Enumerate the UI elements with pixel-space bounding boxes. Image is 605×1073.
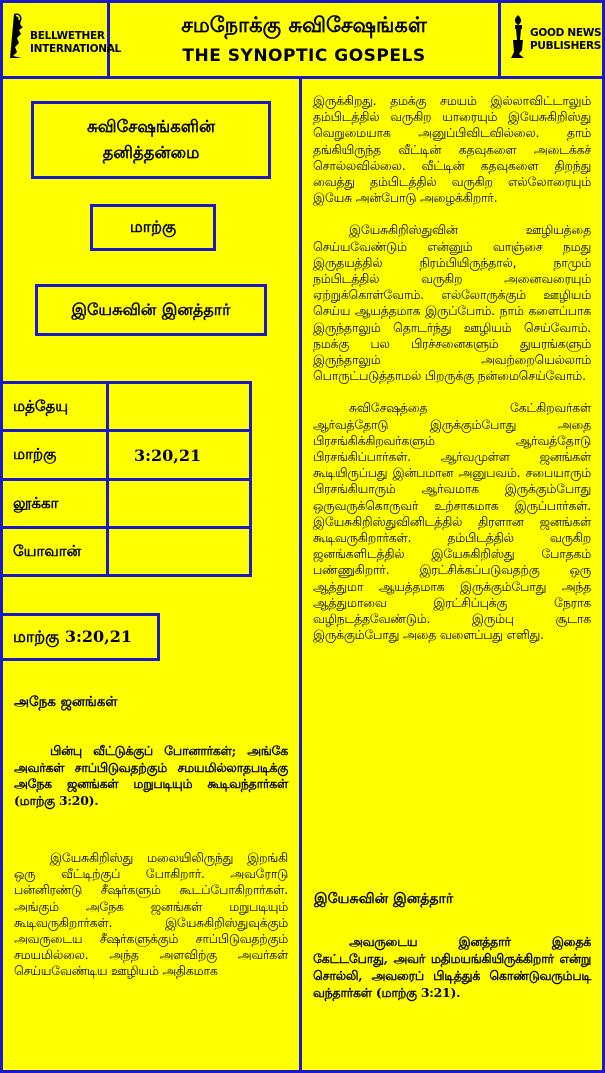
left-logo-line1: BELLWETHER: [30, 30, 105, 42]
heading-box-relatives: [35, 284, 267, 336]
left-quote: [14, 743, 288, 809]
bellwether-logo: [8, 12, 121, 60]
table-cell-ref: 3:20,21: [134, 445, 202, 465]
table-cell-book: மத்தேயு: [13, 396, 69, 415]
header-title-box: [107, 0, 501, 79]
right-paragraph-1: இருக்கிறது. தமக்கு சமயம் இல்லாவிட்டாலும் தம்பிடத்தில் வருகிற யாரையும் இயேசுகிறிஸ்து வெறுமையாக அனுப்பிவிடவில்லை. தாம் தங்கியிருந்த வீட்டின் கதவுகளை அடைக்கச் சொல்லவில்லை. வீட்டின் கதவுகளை திறந்து வைத்து தம்பிடத்தில் வருகிற எல்லோரையும் இயேசு அன்போடு அழைக்கிறார்.: [313, 93, 591, 206]
right-paragraph-3: சுவிசேஷத்தை கேட்கிறவர்கள் ஆர்வத்தோடு இருக்கும்போது அதை பிரசங்கிக்கிறவர்களும் ஆர்வத்தோடு பிரசங்கிப்பார்கள். ஆர்வமுள்ள ஜனங்கள் கூடியிருப்பது இன்பமான அனுபவம். சபையாரும் பிரசங்கியாரும் ஆர்வமாக இருக்கும்போது ஒருவருக்கொருவர் உற்சாகமாக இருப்பார்கள். இயேசுகிறிஸ்துவினிடத்தில் திரளான ஜனங்கள் கூடிவருகிறார்கள். தம்பிடத்தில் வருகிற ஜனங்களிடத்தில் இயேசுகிறிஸ்து போதகம் பண்ணுகிறார். இரட்சிக்கப்படுவதற்கு ஒரு ஆத்துமா ஆயத்தமாக இருக்கும்போது அந்த ஆத்துமாவை இரட்சிப்புக்கு நேராக வழிநடத்தவேண்டும். இரும்பு சூடாக இருக்கும்போது அதை வளைப்பது எளிது.: [313, 400, 591, 643]
table-cell-book: லூக்கா: [13, 493, 59, 512]
right-paragraph-2: இயேசுகிறிஸ்துவின் ஊழியத்தை செய்யவேண்டும் என்னும் வாஞ்சை நமது இருதயத்தில் நிரம்பியிருந்தால், நாமும் நம்பிடத்தில் வருகிற அனைவரையும் ஏற்றுக்கொள்வோம். எல்லோருக்கும் ஊழியம் செய்ய ஆயத்தமாக இருப்போம். நாம் களைப்பாக இருந்தாலும் தொடர்ந்து ஊழியம் செய்வோம். நமக்கு பல பிரச்சனைகளும் துயரங்களும் இருந்தாலும் அவற்றையெல்லாம் பொருட்படுத்தாமல் பிறருக்கு நன்மைசெய்வோம்.: [313, 222, 591, 384]
scripture-reference: மாற்கு 3:20,21: [13, 626, 132, 646]
left-section-title: அநேக ஜனங்கள்: [14, 694, 118, 710]
left-logo-line2: INTERNATIONAL: [30, 43, 121, 55]
right-body: [313, 93, 591, 644]
table-cell-ref: [134, 529, 244, 574]
good-news-logo: [508, 14, 601, 60]
table-cell-book: மாற்கு: [13, 445, 57, 463]
heading-box-mark: [90, 204, 216, 251]
left-quote-text: பின்பு வீட்டுக்குப் போனார்கள்; அங்கே அவர்கள் சாப்பிடுவதற்கும் சமயமில்லாதபடிக்கு அநேக ஜனங்கள் மறுபடியும் கூடிவந்தார்கள் (மாற்கு 3:20).: [14, 743, 288, 808]
heading-relatives: இயேசுவின் இனத்தார்: [71, 299, 231, 319]
right-quote: [313, 933, 591, 1001]
right-section-title: இயேசுவின் இனத்தார்: [314, 891, 454, 907]
heading-mark: மாற்கு: [129, 217, 177, 236]
table-cell-ref: [134, 384, 244, 429]
scripture-reference-box: [0, 613, 160, 661]
heading-uniqueness: சுவிசேஷங்களின் தனித்தன்மை: [86, 117, 216, 162]
table-cell-ref: [134, 481, 244, 526]
left-body: [14, 850, 288, 980]
page-title-english: THE SYNOPTIC GOSPELS: [182, 45, 426, 66]
table-cell-book: யோவான்: [13, 541, 82, 560]
bellwether-ram-icon: [8, 12, 28, 60]
right-logo-line1: GOOD NEWS: [530, 27, 602, 39]
right-quote-text: அவருடைய இனத்தார் இதைக் கேட்டபோது, அவர் மதிமயங்கியிருக்கிறார் என்று சொல்லி, அவரைப் பிடித்துக் கொண்டுவரும்படி வந்தார்கள் (மாற்கு 3:21).: [313, 934, 591, 1000]
heading-box-uniqueness: [31, 101, 271, 179]
page-title-tamil: சமநோக்கு சுவிசேஷங்கள்: [181, 11, 427, 37]
right-logo-line2: PUBLISHERS: [530, 40, 601, 52]
torch-hand-icon: [508, 14, 528, 60]
left-paragraph: இயேசுகிறிஸ்து மலையிலிருந்து இறங்கி ஒரு வீட்டிற்குப் போகிறார். அவரோடு பன்னிரண்டு சீஷர்களும் கூடப்போகிறார்கள். அங்கும் அநேக ஜனங்கள் மறுபடியும் கூடிவருகிறார்கள். இயேசுகிறிஸ்துவுக்கும் அவருடைய சீஷர்களுக்கும் சாப்பிடுவதற்கும் சமயமில்லை. அந்த அளவிற்கு அவர்கள் செய்யவேண்டிய ஊழியம் அதிகமாக: [14, 850, 288, 979]
